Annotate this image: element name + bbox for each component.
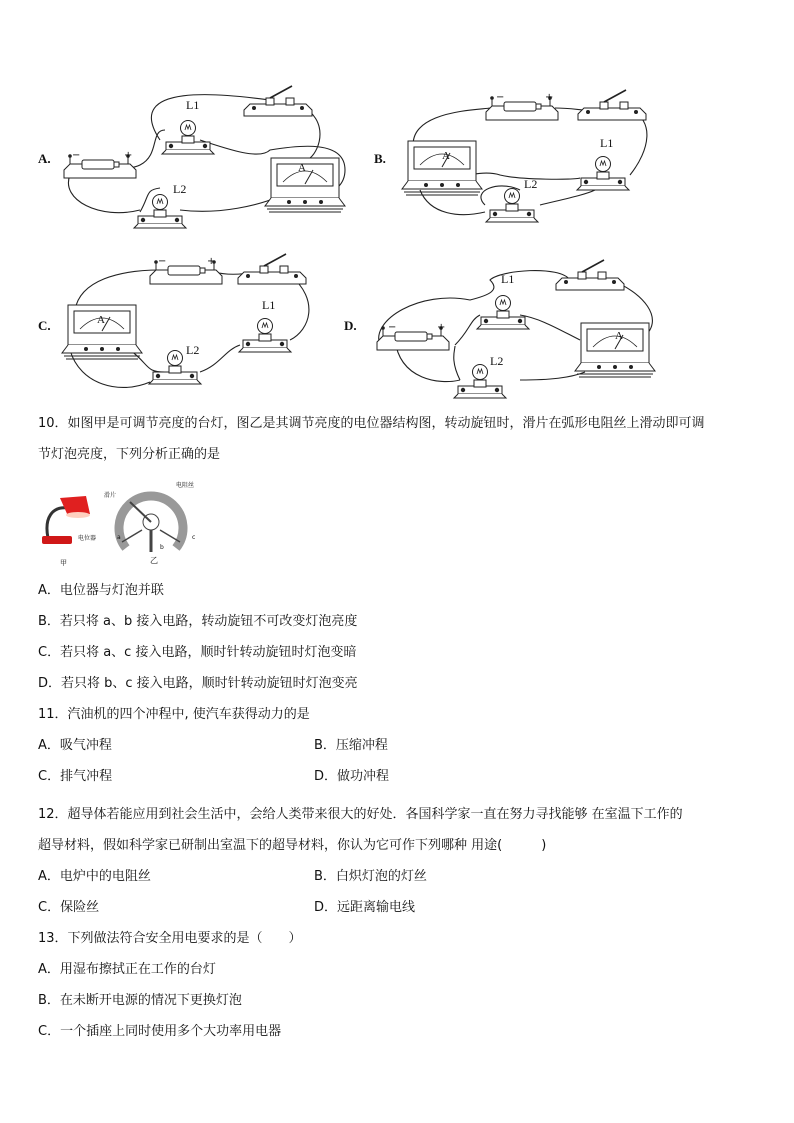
battery-minus: − bbox=[72, 150, 81, 161]
q12-stem-line1: 12．超导体若能应用到社会生活中，会给人类带来很大的好处．各国科学家一直在努力寻找能够 在室温下工作的 bbox=[38, 807, 683, 822]
option-text: 一个插座上同时使用多个大功率用电器 bbox=[60, 1024, 282, 1039]
option-text: 在未断开电源的情况下更换灯泡 bbox=[59, 993, 242, 1008]
ammeter-label: A bbox=[97, 314, 105, 326]
figure-jia-label: 甲 bbox=[60, 559, 67, 567]
q10-stem-line1: 10．如图甲是可调节亮度的台灯，图乙是其调节亮度的电位器结构图，转动旋钮时，滑片在弧形电阻丝上滑动即可调 bbox=[38, 416, 705, 431]
bulb-l2-label: L2 bbox=[524, 177, 538, 191]
slider-label: 滑片 bbox=[104, 492, 117, 499]
ammeter-label: A bbox=[442, 150, 450, 162]
q12-option-b[interactable] bbox=[314, 868, 427, 886]
circuit-a bbox=[64, 86, 345, 228]
circuit-b-label[interactable]: B. bbox=[374, 151, 386, 166]
circuit-b bbox=[402, 90, 647, 222]
q13-stem: 13．下列做法符合安全用电要求的是（ ） bbox=[38, 931, 302, 946]
option-text: 吸气冲程 bbox=[59, 738, 112, 753]
q11-option-c[interactable] bbox=[38, 768, 112, 786]
q12-option-a[interactable] bbox=[38, 868, 151, 886]
bulb-l1-label: L1 bbox=[186, 98, 200, 112]
battery-minus: − bbox=[388, 322, 397, 333]
option-text: 若只将 a、c 接入电路，顺时针转动旋钮时灯泡变暗 bbox=[60, 645, 357, 660]
option-text: 排气冲程 bbox=[60, 769, 113, 784]
q13-option-b[interactable] bbox=[38, 992, 242, 1010]
option-label: C． bbox=[38, 769, 61, 784]
potentiometer-label: 电位器 bbox=[78, 535, 97, 542]
option-text: 远距离输电线 bbox=[337, 900, 416, 915]
circuit-d bbox=[377, 260, 655, 398]
q11-option-b[interactable] bbox=[314, 737, 388, 755]
q13-option-c[interactable] bbox=[38, 1023, 281, 1041]
circuit-options-figure bbox=[0, 0, 794, 405]
option-label: A． bbox=[38, 583, 60, 598]
option-label: B． bbox=[38, 614, 60, 629]
ammeter-label: A bbox=[615, 330, 623, 342]
battery-plus: + bbox=[124, 150, 133, 161]
option-text: 电炉中的电阻丝 bbox=[59, 869, 151, 884]
circuit-a-label[interactable]: A. bbox=[38, 151, 51, 166]
option-label: C． bbox=[38, 1024, 61, 1039]
q11-stem: 11．汽油机的四个冲程中, 使汽车获得动力的是 bbox=[38, 707, 310, 722]
option-text: 做功冲程 bbox=[337, 769, 390, 784]
option-label: D． bbox=[314, 900, 338, 915]
option-label: C． bbox=[38, 645, 61, 660]
q10-stem-line2: 节灯泡亮度，下列分析正确的是 bbox=[38, 447, 221, 462]
option-text: 白炽灯泡的灯丝 bbox=[335, 869, 427, 884]
resistance-wire-label: 电阻丝 bbox=[176, 482, 195, 489]
q10-option-c[interactable] bbox=[38, 644, 356, 662]
battery-plus: + bbox=[437, 322, 446, 333]
bulb-l2-label: L2 bbox=[173, 182, 187, 196]
circuit-c-label[interactable]: C. bbox=[38, 318, 51, 333]
bulb-l2-label: L2 bbox=[186, 343, 200, 357]
option-label: A． bbox=[38, 869, 60, 884]
q12-option-d[interactable] bbox=[314, 899, 415, 917]
bulb-l1-label: L1 bbox=[501, 272, 515, 286]
ammeter-label: A bbox=[298, 162, 306, 174]
bulb-l1-label: L1 bbox=[600, 136, 614, 150]
battery-plus: + bbox=[207, 256, 216, 267]
option-label: B． bbox=[314, 869, 336, 884]
option-label: C． bbox=[38, 900, 61, 915]
q10-option-b[interactable] bbox=[38, 613, 357, 631]
q11-option-a[interactable] bbox=[38, 737, 112, 755]
option-text: 若只将 b、c 接入电路，顺时针转动旋钮时灯泡变亮 bbox=[61, 676, 358, 691]
option-text: 压缩冲程 bbox=[335, 738, 388, 753]
bulb-l2-label: L2 bbox=[490, 354, 504, 368]
figure-yi-label: 乙 bbox=[150, 556, 158, 565]
option-text: 电位器与灯泡并联 bbox=[59, 583, 164, 598]
terminal-c-label: c bbox=[192, 534, 196, 541]
terminal-b-label: b bbox=[160, 544, 164, 551]
q12-stem-line2: 超导材料，假如科学家已研制出室温下的超导材料，你认为它可作下列哪种 用途( ) bbox=[38, 838, 547, 853]
terminal-a-label: a bbox=[117, 534, 121, 541]
bulb-l1-label: L1 bbox=[262, 298, 276, 312]
q10-figure bbox=[38, 478, 208, 570]
q13-option-a[interactable] bbox=[38, 961, 216, 979]
option-text: 保险丝 bbox=[60, 900, 100, 915]
option-label: A． bbox=[38, 962, 60, 977]
battery-minus: − bbox=[158, 256, 167, 267]
q10-option-d[interactable] bbox=[38, 675, 358, 693]
option-label: D． bbox=[38, 676, 62, 691]
battery-plus: + bbox=[545, 92, 554, 103]
q11-option-d[interactable] bbox=[314, 768, 389, 786]
potentiometer-image bbox=[119, 496, 183, 552]
option-label: D． bbox=[314, 769, 338, 784]
option-label: A． bbox=[38, 738, 60, 753]
option-text: 若只将 a、b 接入电路，转动旋钮不可改变灯泡亮度 bbox=[59, 614, 358, 629]
option-label: B． bbox=[38, 993, 60, 1008]
battery-minus: − bbox=[496, 92, 505, 103]
q10-option-a[interactable] bbox=[38, 582, 164, 600]
option-text: 用湿布擦拭正在工作的台灯 bbox=[59, 962, 216, 977]
option-label: B． bbox=[314, 738, 336, 753]
q12-option-c[interactable] bbox=[38, 899, 99, 917]
circuit-d-label[interactable]: D. bbox=[344, 318, 357, 333]
